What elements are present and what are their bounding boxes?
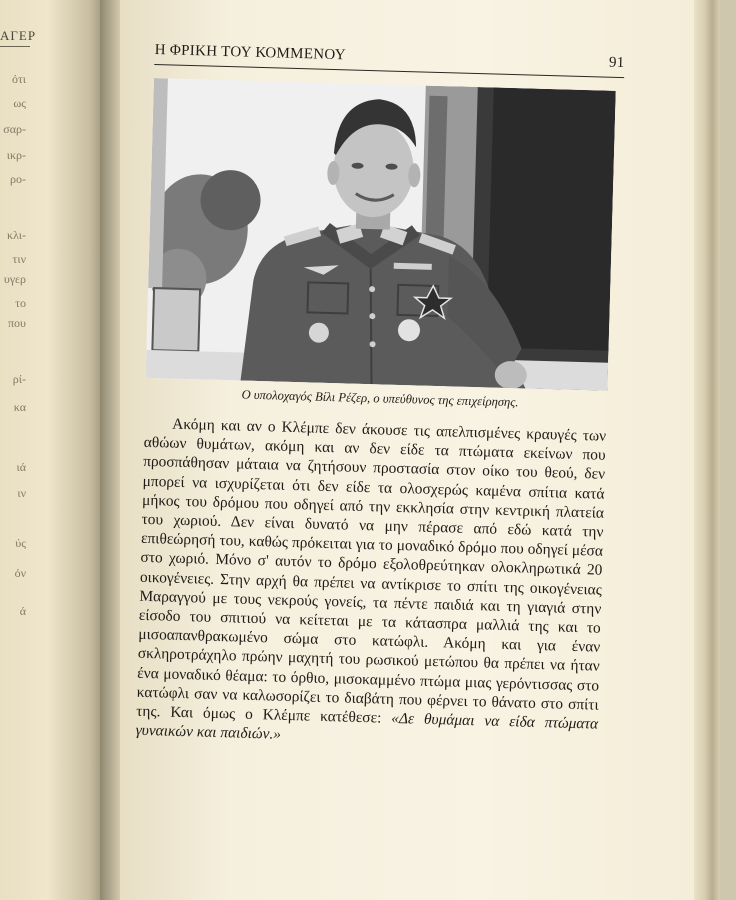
left-line-fragment: που — [8, 316, 26, 330]
left-header-rule — [0, 46, 30, 47]
klebe-quote: «Δε θυμάμαι να είδα πτώματα γυναικών και παιδιών.» — [135, 709, 599, 744]
photograph-officer-portrait — [146, 78, 616, 391]
left-line-fragment: ρί- — [12, 372, 26, 386]
page-content — [135, 40, 625, 769]
left-line-fragment: κλι- — [7, 228, 26, 242]
left-line-fragment: ιν — [17, 486, 26, 500]
left-line-fragment: ά — [19, 604, 26, 618]
photo-caption: Ο υπολοχαγός Βίλι Ρέζερ, ο υπεύθυνος της επιχείρησης. — [241, 387, 519, 410]
left-line-fragment: το — [15, 296, 26, 310]
left-line-fragment: ύς — [15, 536, 26, 550]
left-line-fragment: σαρ- — [3, 122, 26, 136]
left-line-fragment: ως — [13, 96, 26, 110]
body-paragraph — [135, 414, 606, 753]
page-edge — [694, 0, 720, 900]
left-line-fragment: κα — [13, 400, 26, 414]
header-rule — [154, 64, 624, 78]
left-line-fragment: όν — [14, 566, 26, 580]
left-running-head-fragment: ΑΓΕΡ — [0, 28, 37, 43]
left-line-fragment: ρο- — [10, 172, 26, 186]
left-page — [0, 0, 105, 900]
running-title: Η ΦΡΙΚΗ ΤΟΥ ΚΟΜΜΕΝΟΥ — [154, 41, 347, 64]
left-line-fragment: υγερ — [3, 272, 26, 286]
left-line-fragment: τιν — [12, 252, 26, 266]
left-line-fragment: ικρ- — [6, 148, 26, 162]
left-line-fragment: ότι — [11, 72, 26, 86]
officer-photograph — [146, 78, 616, 391]
page-number: 91 — [608, 54, 625, 72]
left-line-fragment: ιά — [16, 460, 26, 474]
body-text: Ακόμη και αν ο Κλέμπε δεν άκουσε τις απελπισμένες κραυγές των αθώων θυμάτων, ακόμη και αν δεν είδε τα πτώματα εκείνων που προσπάθησαν μάταια να ζητήσουν προστασία στον οίκο του θεού, δεν μπορεί να ισχυρίζεται ότι δεν είδε τα ολοσχερώς καμένα σπίτια κατά μήκος του δρόμου που οδηγεί από την εκκλησία στην κεντρική πλατεία του χωριού. Δεν είναι δυνατό να μην πέρασε από εδώ κατά την επιθεώρησή του, καθώς πρόκειται για το μοναδικό δρόμο που οδηγεί μέσα στο χωριό. Μόνο σ' αυτόν το δρόμο εξολοθρεύτηκαν ολοκληρωτικά 20 οικογένειες. Στην αρχή θα πρέπει να αντίκρισε το σπίτι της οικογένειας Μαραγγού με τους νεκρούς γονείς, τα πέντε παιδιά και τη γιαγιά στην είσοδο του σπιτιού να κείτεται με τα κάτασπρα μαλλιά της και το μισοαπανθρακωμένο σώμα στο κατώφλι. Ακόμη και για έναν σκληροτράχηλο πρώην μαχητή του ρωσικού μετώπου θα πρέπει να ήταν ένα μοναδικό θέαμα: το όρθιο, μισοκαμμένο πτώμα μιας γερόντισσας στο κατώφλι σαν να καλωσορίζει το διαβάτη που φέρνει το θάνατο στο σπίτι της. Και όμως ο Κλέμπε κατέθεσε: — [136, 415, 607, 727]
